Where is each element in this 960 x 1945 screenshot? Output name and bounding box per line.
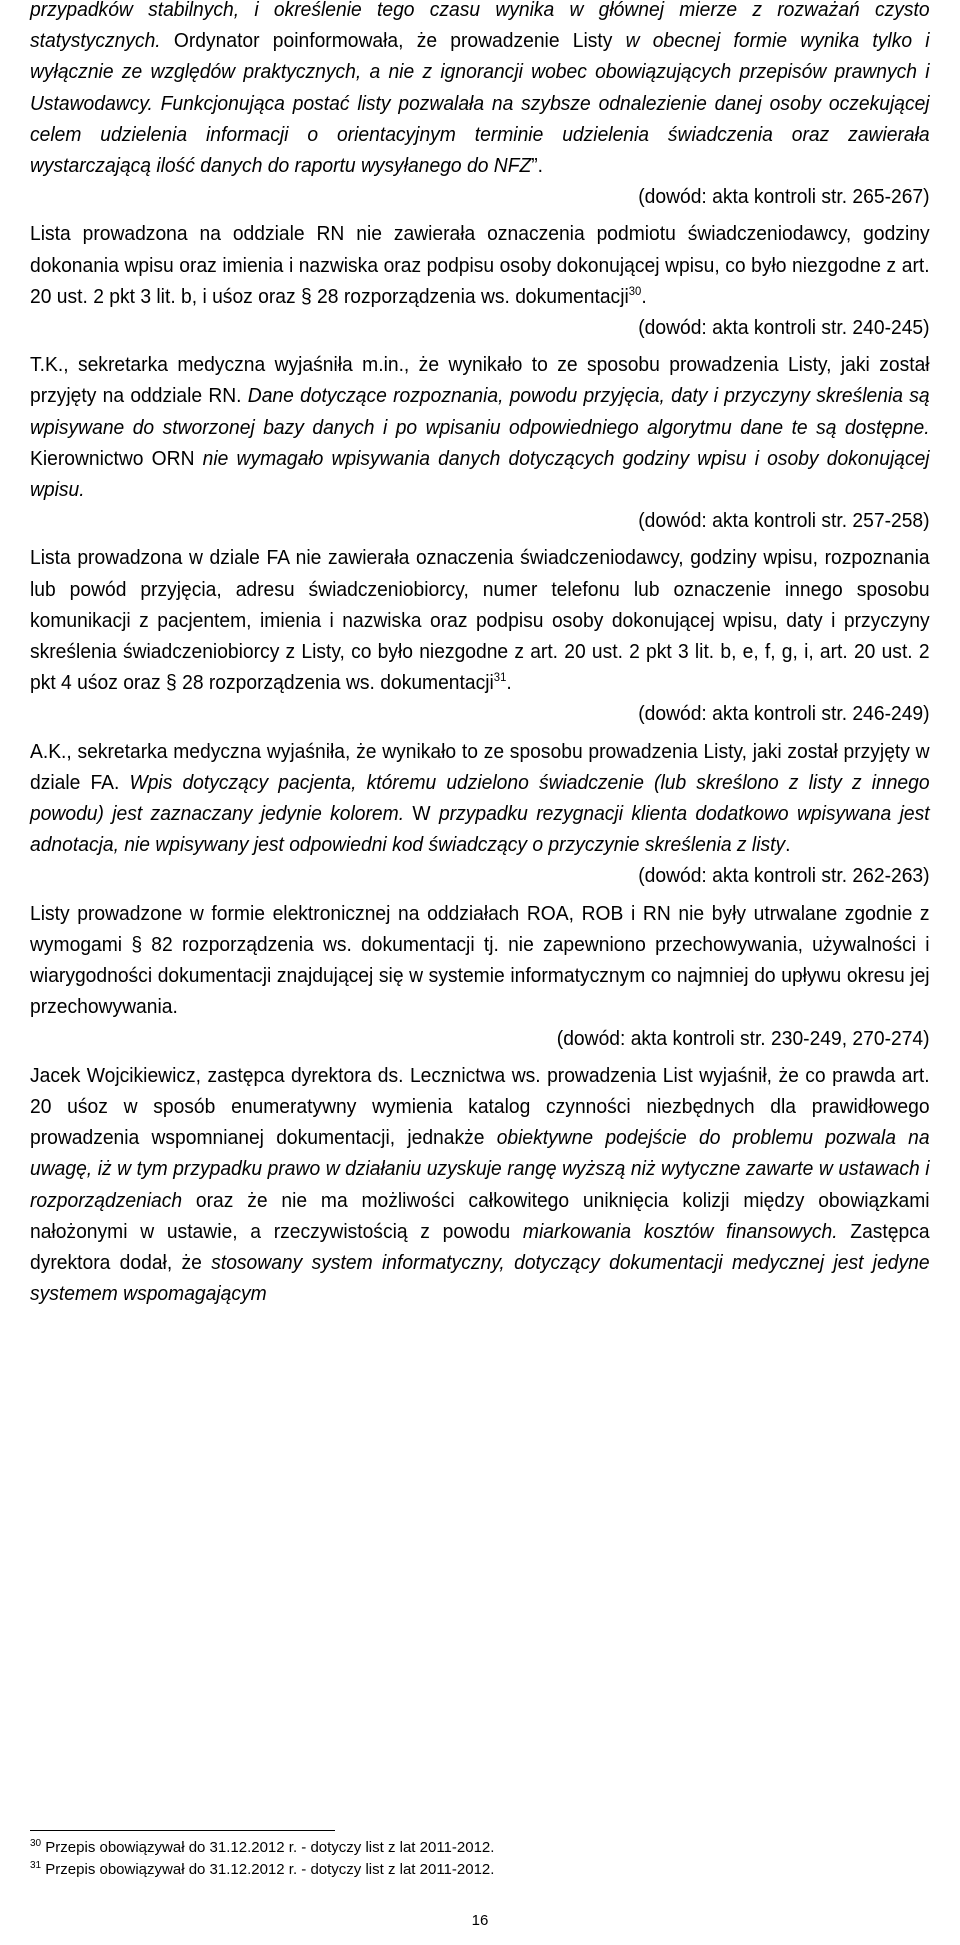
evidence-reference: (dowód: akta kontroli str. 246-249) xyxy=(638,702,930,726)
evidence-reference: (dowód: akta kontroli str. 230-249, 270-274) xyxy=(556,1026,930,1050)
body-paragraph xyxy=(30,349,930,505)
text-run: ”. xyxy=(531,154,544,178)
body-inner xyxy=(30,0,930,1309)
text-run: . xyxy=(641,284,647,308)
footnote-30 xyxy=(30,1837,930,1859)
evidence-reference: (dowód: akta kontroli str. 240-245) xyxy=(638,316,930,340)
body-paragraph xyxy=(30,0,930,181)
evidence-reference: (dowód: akta kontroli str. 262-263) xyxy=(638,864,930,888)
body-paragraph xyxy=(30,736,930,861)
footnote-number: 30 xyxy=(30,1838,42,1849)
text-run: A.K., sekretarka medyczna wyjaśniła, że wynikało to ze sposobu prowadzenia Listy, jaki został przyjęty w dziale FA. xyxy=(30,739,930,794)
footnotes xyxy=(30,1830,930,1881)
evidence-reference: (dowód: akta kontroli str. 265-267) xyxy=(638,185,930,209)
body-paragraph xyxy=(30,1060,930,1310)
text-run: Ordynator poinformowała, że prowadzenie Listy xyxy=(173,29,626,53)
text-run: . xyxy=(506,671,512,695)
text-run: Jacek Wojcikiewicz, zastępca dyrektora ds. Lecznictwa ws. prowadzenia List wyjaśnił, że co prawda art. 20 uśoz w sposób enumeratywny wymienia katalog czynności niezbędnych dla prawidłowego prowadzenia wspomnianej dokumentacji, jednakże xyxy=(30,1063,930,1150)
italic-quote: stosowany system informatyczny, dotyczący dokumentacji medycznej jest jedyne systemem wspomagającym xyxy=(30,1250,930,1306)
document-body xyxy=(30,0,930,1309)
text-run: W xyxy=(404,802,439,826)
italic-quote: w obecnej formie wynika tylko i wyłącznie ze względów praktycznych, a nie z ignorancji wobec obowiązujących przepisów prawnych i Ustawodawcy. Funkcjonująca postać listy pozwalała na szybsze odnalezienie danej osoby oczekującej celem udzielenia informacji o orientacyjnym terminie udzielenia świadczenia oraz zawierała wystarczającą ilość danych do raportu wysyłanego do NFZ xyxy=(30,29,930,178)
text-run: Zastępca dyrektora dodał, że xyxy=(30,1219,930,1274)
italic-quote: nie wymagało wpisywania danych dotyczących godziny wpisu i osoby dokonującej wpisu. xyxy=(30,446,930,502)
italic-quote: miarkowania kosztów finansowych. xyxy=(522,1219,838,1243)
footnote-31 xyxy=(30,1859,930,1881)
italic-quote: przypadków stabilnych, i określenie tego czasu wynika w głównej mierze z rozważań czysto statystycznych. xyxy=(30,0,930,53)
text-run: Listy prowadzone w formie elektronicznej na oddziałach ROA, ROB i RN nie były utrwalane zgodnie z wymogami § 82 rozporządzenia ws. dokumentacji tj. nie zapewniono przechowywania, używalności i wiarygodności dokumentacji znajdującej się w systemie informatycznym co najmniej do upływu okresu jej przechowywania. xyxy=(30,901,930,1019)
text-run: Lista prowadzona na oddziale RN nie zawierała oznaczenia podmiotu świadczeniodawcy, godziny dokonania wpisu oraz imienia i nazwiska oraz podpisu osoby dokonującej wpisu, co było niezgodne z art. 20 ust. 2 pkt 3 lit. b, i uśoz oraz § 28 rozporządzenia ws. dokumentacji xyxy=(30,222,930,308)
italic-quote: Wpis dotyczący pacjenta, któremu udzielono świadczenie (lub skreślono z listy z innego powodu) jest zaznaczany jedynie kolorem. xyxy=(30,770,930,826)
evidence-reference: (dowód: akta kontroli str. 257-258) xyxy=(638,509,930,533)
footnote-number: 31 xyxy=(30,1860,42,1871)
text-run: T.K., sekretarka medyczna wyjaśniła m.in., że wynikało to ze sposobu prowadzenia Listy, jaki został przyjęty na oddziale RN. xyxy=(30,353,930,408)
page-number: 16 xyxy=(471,1912,489,1929)
body-paragraph xyxy=(30,218,930,312)
footnote-text: Przepis obowiązywał do 31.12.2012 r. - dotyczy list z lat 2011-2012. xyxy=(45,1839,495,1856)
text-run: Lista prowadzona w dziale FA nie zawierała oznaczenia świadczeniodawcy, godziny wpisu, rozpoznania lub powód przyjęcia, adresu świadczeniobiorcy, numer telefonu lub oznaczenie innego sposobu komunikacji z pacjentem, imienia i nazwiska oraz podpisu osoby dokonującej wpisu, daty i przyczyny skreślenia świadczeniobiorcy z Listy, co było niezgodne z art. 20 ust. 2 pkt 3 lit. b, e, f, g, i, art. 20 ust. 2 pkt 4 uśoz oraz § 28 rozporządzenia ws. dokumentacji xyxy=(30,546,930,695)
body-paragraph xyxy=(30,542,930,698)
footnote-separator xyxy=(30,1830,335,1831)
body-paragraph xyxy=(30,898,930,1023)
text-run: Kierownictwo ORN xyxy=(30,446,203,470)
text-run: oraz że nie ma możliwości całkowitego uniknięcia kolizji między obowiązkami nałożonymi w ustawie, a rzeczywistością z powodu xyxy=(30,1188,930,1243)
italic-quote: Dane dotyczące rozpoznania, powodu przyjęcia, daty i przyczyny skreślenia są wpisywane do stworzonej bazy danych i po wpisaniu odpowiedniego algorytmu dane te są dostępne. xyxy=(30,384,930,439)
footnote-ref: 30 xyxy=(628,284,642,298)
footnote-ref: 31 xyxy=(493,670,507,685)
text-run: . xyxy=(785,833,791,857)
italic-quote: obiektywne podejście do problemu pozwala na uwagę, iż w tym przypadku prawo w działaniu uzyskuje rangę wyższą niż wytyczne zawarte w ustawach i rozporządzeniach xyxy=(30,1126,930,1212)
footnote-text: Przepis obowiązywał do 31.12.2012 r. - dotyczy list z lat 2011-2012. xyxy=(45,1861,495,1878)
italic-quote: przypadku rezygnacji klienta dodatkowo wpisywana jest adnotacja, nie wpisywany jest odpowiedni kod świadczący o przyczynie skreślenia z listy xyxy=(30,802,930,857)
